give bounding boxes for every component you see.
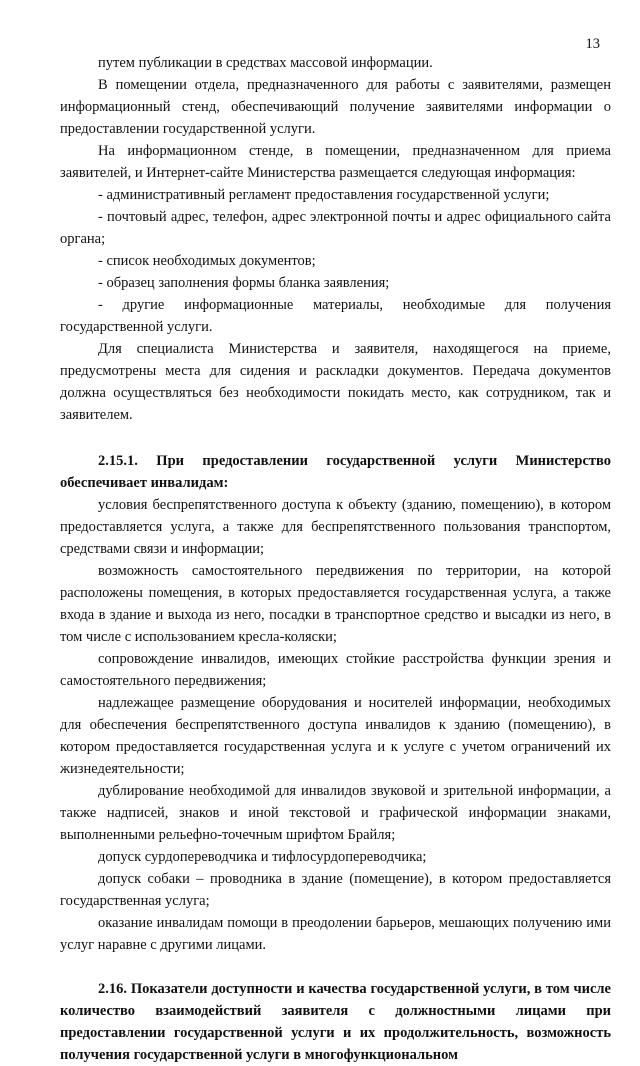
paragraph: В помещении отдела, предназначенного для работы с заявителями, размещен информационный стенд, обеспечивающий получение заявителями информации о предоставлении государственной услуги. [60, 77, 611, 137]
paragraph: оказание инвалидам помощи в преодолении барьеров, мешающих получению ими услуг наравне с другими лицами. [60, 915, 611, 953]
paragraph: сопровождение инвалидов, имеющих стойкие расстройства функции зрения и самостоятельного передвижения; [60, 651, 611, 689]
list-item: - список необходимых документов; [98, 253, 316, 269]
list-item: - другие информационные материалы, необходимые для получения государственной услуги. [60, 297, 611, 335]
paragraph: На информационном стенде, в помещении, предназначенном для приема заявителей, и Интернет-сайте Министерства размещается следующая информация: [60, 143, 611, 181]
list-item: - административный регламент предоставления государственной услуги; [98, 187, 550, 203]
document-body [60, 52, 611, 1066]
list-item: - почтовый адрес, телефон, адрес электронной почты и адрес официального сайта органа; [60, 209, 611, 247]
paragraph: возможность самостоятельного передвижения по территории, на которой расположены помещения, в которых предоставляется государственная услуга, а также входа в здание и выхода из него, посадки в транспортное средство и высадки из него, в том числе с использованием кресла-коляски; [60, 563, 611, 645]
paragraph: надлежащее размещение оборудования и носителей информации, необходимых для обеспечения беспрепятственного доступа инвалидов к зданию (помещению), в котором предоставляется государственная услуга и к услуге с учетом ограничений их жизнедеятельности; [60, 695, 611, 777]
paragraph: путем публикации в средствах массовой информации. [98, 55, 433, 71]
paragraph: дублирование необходимой для инвалидов звуковой и зрительной информации, а также надписей, знаков и иной текстовой и графической информации знаками, выполненными рельефно-точечным шрифтом Брайля; [60, 783, 611, 843]
paragraph: Для специалиста Министерства и заявителя, находящегося на приеме, предусмотрены места для сидения и раскладки документов. Передача документов должна осуществляться без необходимости покидать место, как сотрудником, так и заявителем. [60, 341, 611, 423]
paragraph: допуск сурдопереводчика и тифлосурдопереводчика; [98, 849, 427, 865]
section-heading: 2.16. Показатели доступности и качества государственной услуги, в том числе количество взаимодействий заявителя с должностными лицами при предоставлении государственной услуги и их продолжительность, возможность получения государственной услуги в многофункциональном [60, 981, 611, 1063]
list-item: - образец заполнения формы бланка заявления; [98, 275, 390, 291]
section-heading: 2.15.1. При предоставлении государственной услуги Министерство обеспечивает инвалидам: [60, 453, 611, 491]
paragraph: условия беспрепятственного доступа к объекту (зданию, помещению), в котором предоставляется услуга, а также для беспрепятственного пользования транспортом, средствами связи и информации; [60, 497, 611, 557]
paragraph: допуск собаки – проводника в здание (помещение), в котором предоставляется государственная услуга; [60, 871, 611, 909]
page-number: 13 [585, 36, 600, 52]
